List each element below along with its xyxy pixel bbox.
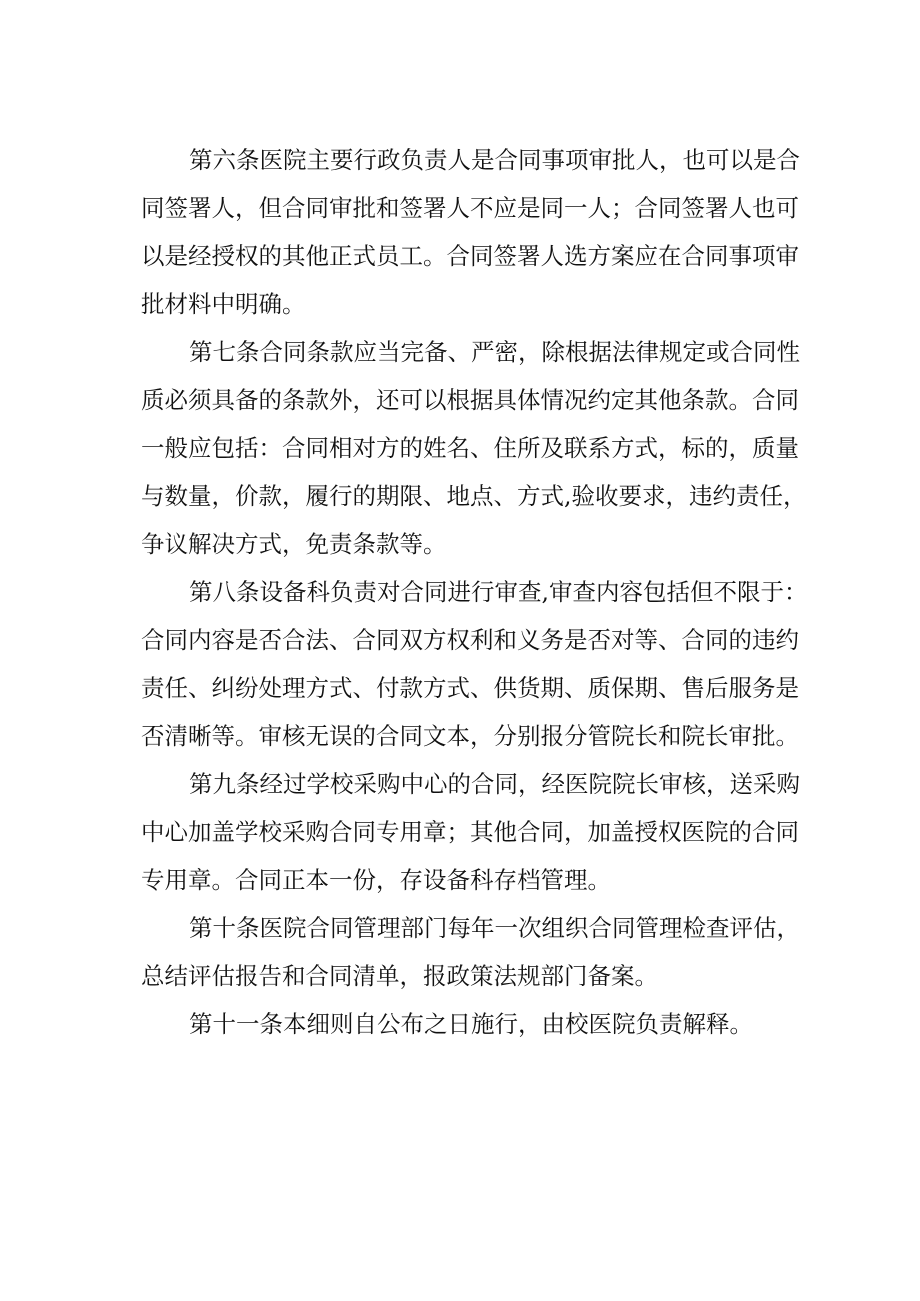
text-line: 责任、纠纷处理方式、付款方式、供货期、质保期、售后服务是 [141, 674, 799, 702]
text-line: 第六条医院主要行政负责人是合同事项审批人，也可以是合 [189, 146, 800, 174]
article-6-paragraph [141, 136, 800, 328]
text-line: 第七条合同条款应当完备、严密，除根据法律规定或合同性 [189, 338, 800, 366]
text-line: 以是经授权的其他正式员工。合同签署人选方案应在合同事项审 [141, 242, 799, 270]
text-line: 与数量，价款，履行的期限、地点、方式,验收要求，违约责任， [141, 482, 807, 510]
text-line: 总结评估报告和合同清单，报政策法规部门备案。 [141, 962, 658, 990]
text-line: 一般应包括：合同相对方的姓名、住所及联系方式，标的，质量 [141, 434, 799, 462]
text-line: 第十条医院合同管理部门每年一次组织合同管理检查评估， [189, 914, 800, 942]
article-11-paragraph [141, 1000, 796, 1048]
text-line: 中心加盖学校采购合同专用章；其他合同，加盖授权医院的合同 [141, 818, 799, 846]
text-line: 同签署人，但合同审批和签署人不应是同一人；合同签署人也可 [141, 194, 799, 222]
text-line: 批材料中明确。 [141, 290, 306, 318]
article-9-paragraph [141, 760, 800, 904]
article-7-paragraph [141, 328, 807, 568]
text-line: 第八条设备科负责对合同进行审查,审查内容包括但不限于： [189, 578, 808, 606]
article-8-paragraph [141, 568, 808, 760]
text-line: 第十一条本细则自公布之日施行，由校医院负责解释。 [189, 1010, 753, 1038]
document-body [141, 136, 808, 1048]
article-10-paragraph [141, 904, 800, 1000]
text-line: 质必须具备的条款外，还可以根据具体情况约定其他条款。合同 [141, 386, 799, 414]
text-line: 争议解决方式，免责条款等。 [141, 530, 447, 558]
text-line: 第九条经过学校采购中心的合同，经医院院长审核，送采购 [189, 770, 800, 798]
text-line: 否清晰等。审核无误的合同文本，分别报分管院长和院长审批。 [141, 722, 799, 750]
text-line: 合同内容是否合法、合同双方权利和义务是否对等、合同的违约 [141, 626, 799, 654]
text-line: 专用章。合同正本一份，存设备科存档管理。 [141, 866, 611, 894]
